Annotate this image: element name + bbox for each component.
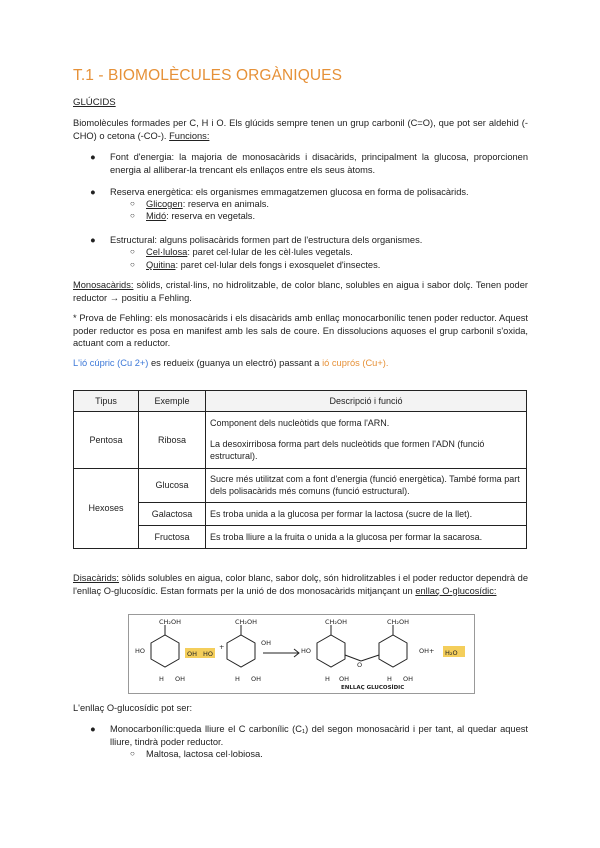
- svg-text:OH: OH: [175, 675, 186, 683]
- svg-text:H: H: [235, 675, 240, 683]
- svg-text:+: +: [429, 647, 435, 655]
- diagram-svg: [129, 615, 474, 693]
- svg-text:HO: HO: [301, 647, 312, 655]
- glucose-ring-1: [151, 635, 179, 667]
- svg-text:OH: OH: [403, 675, 414, 683]
- svg-text:+: +: [219, 643, 225, 651]
- svg-text:H: H: [325, 675, 330, 683]
- svg-text:OH: OH: [251, 675, 262, 683]
- table-header-row: [74, 391, 527, 412]
- glycosidic-bond-diagram: [128, 614, 475, 694]
- circle-bullet-icon: ○: [130, 749, 135, 758]
- fehling-paragraph: * Prova de Fehling: els monosacàrids i els disacàrids amb enllaç monocarbonílic tenen poder reductor. Aquest poder reductor es posa en manifest amb les sals de coure. En dissolucions aquoses el grup carbonil s'oxida, actuant com a reductor.: [73, 313, 528, 349]
- svg-text:H₂O: H₂O: [445, 649, 458, 657]
- svg-text:CH₂OH: CH₂OH: [325, 618, 348, 626]
- svg-text:H: H: [387, 675, 392, 683]
- document-page: T.1 - BIOMOLÈCULES ORGÀNIQUES GLÚCIDS Biomolècules formades per C, H i O. Els glúcids sempre tenen un grup carbonil (C=O), que pot ser aldehid (-CHO) o cetona (-CO-). Funcions: ● Font d'energia: la majoria de monosacàrids i disacàrids, principalment la glucosa, proporcionen energia al alliberar-la trencant els enllaços entre els seus àtoms. ● Reserva energètica: els organismes emmagatzemen glucosa en forma de polisacàrids. ○ Glicogen: reserva en animals. ○ Midó: reserva en vegetals. ● Estructural: alguns polisacàrids formen part de l'estructura dels organismes. ○ Cel·lulosa: paret cel·lular de les cèl·lules vegetals. ○ Quitina: paret cel·lular dels fongs i exosquelet d'insectes. Monosacàrids: sòlids, cristal·lins, no hidrolitzable, de color blanc, solubles en aigua i sabor dolç. Tenen poder reductor → positiu a Fehling. * Prova de Fehling: els monosacàrids i els disacàrids amb enllaç monocarbonílic tenen poder reductor. Aquest poder reductor es posa en manifest amb les sals de coure. En dissolucions aquoses el grup carbonil s'oxida, actuant com a reductor. L'ió cúpric (Cu 2+) es redueix (guanya un electró) passant a ió cuprós (Cu+). Tipus Exemple Descripció i funció Pentosa Ribosa Component dels nucleòtids que forma l'ARN. La desoxirribosa forma part dels nucleòtids que formen l'ADN (funció estructural). Hexoses Glucosa Sucre més utilitzat com a font d'energia (funció energètica). També forma part dels polisacàrids més comuns (funció estructural). Galactosa Es troba unida a la glucosa per formar la lactosa (sucre de la llet). Fructosa Es troba lliure a la fruita o unida a la glucosa per formar la sacarosa. Disacàrids: sòlids solubles en aigua, color blanc, sabor dolç, són hidrolitzables i el poder reductor dependrà de l'enllaç O-glucosídic. Estan formats per la unió de dos monosacàrids mitjançant un enllaç O-glucosídic: CH₂OH CH₂OH CH₂OH CH₂OH HO OH HO OH HO OH H OH H OH H OH H OH + H₂O + O ENLLAÇ GLUCOSÍDIC L'enllaç O-glucosídic pot ser: ● Monocarbonílic:queda lliure el C carbonílic (C₁) del segon monosacàrid i per tant, al quedar aquest lliure, tindrà poder reductor. ○ Maltosa, lactosa cel·lobiosa.: [73, 67, 528, 759]
- svg-text:H: H: [159, 675, 164, 683]
- enllac-paragraph: L'enllaç O-glucosídic pot ser:: [73, 703, 193, 713]
- column-header: Tipus: [74, 391, 139, 412]
- svg-text:ENLLAÇ GLUCOSÍDIC: ENLLAÇ GLUCOSÍDIC: [341, 685, 405, 691]
- bullet-icon: ●: [90, 724, 96, 734]
- page-title: T.1 - BIOMOLÈCULES ORGÀNIQUES: [73, 67, 343, 84]
- svg-text:CH₂OH: CH₂OH: [159, 618, 182, 626]
- svg-text:HO: HO: [203, 650, 214, 658]
- monosacarids-paragraph: Monosacàrids: sòlids, cristal·lins, no hidrolitzable, de color blanc, solubles en aigua i sabor dolç. Tenen poder reductor → positiu a Fehling.: [73, 280, 528, 303]
- svg-text:OH: OH: [419, 647, 430, 655]
- bullet-icon: ●: [90, 152, 96, 162]
- glucose-ring-2: [227, 635, 255, 667]
- circle-bullet-icon: ○: [130, 247, 135, 256]
- reaction-line: L'ió cúpric (Cu 2+) es redueix (guanya un electró) passant a ió cuprós (Cu+).: [73, 358, 389, 368]
- svg-text:OH: OH: [339, 675, 350, 683]
- svg-text:OH: OH: [187, 650, 198, 658]
- table-row: Fructosa Es troba lliure a la fruita o unida a la glucosa per formar la sacarosa.: [74, 525, 527, 548]
- column-header: Descripció i funció: [206, 391, 527, 412]
- table-row: Hexoses Glucosa Sucre més utilitzat com a font d'energia (funció energètica). També forma part dels polisacàrids més comuns (funció estructural).: [74, 468, 527, 502]
- svg-text:O: O: [357, 661, 363, 669]
- circle-bullet-icon: ○: [130, 260, 135, 269]
- column-header: Exemple: [139, 391, 206, 412]
- disacarids-paragraph: Disacàrids: sòlids solubles en aigua, color blanc, sabor dolç, són hidrolitzables i el poder reductor dependrà de l'enllaç O-glucosídic. Estan formats per la unió de dos monosacàrids mitjançant un enllaç O-glucosídic:: [73, 573, 528, 596]
- bullet-icon: ●: [90, 187, 96, 197]
- maltose-ring-2: [379, 635, 407, 667]
- monosaccharide-table: [73, 390, 527, 549]
- svg-text:OH: OH: [261, 639, 272, 647]
- maltose-ring-1: [317, 635, 345, 667]
- svg-text:CH₂OH: CH₂OH: [235, 618, 258, 626]
- section-heading: GLÚCIDS: [73, 97, 116, 108]
- circle-bullet-icon: ○: [130, 199, 135, 208]
- intro-paragraph: Biomolècules formades per C, H i O. Els glúcids sempre tenen un grup carbonil (C=O), que pot ser aldehid (-CHO) o cetona (-CO-). Funcions:: [73, 118, 528, 141]
- bullet-icon: ●: [90, 235, 96, 245]
- table-row: Pentosa Ribosa Component dels nucleòtids que forma l'ARN. La desoxirribosa forma part dels nucleòtids que formen l'ADN (funció estructural).: [74, 412, 527, 469]
- svg-text:HO: HO: [135, 647, 146, 655]
- svg-text:CH₂OH: CH₂OH: [387, 618, 410, 626]
- table-row: Galactosa Es troba unida a la glucosa per formar la lactosa (sucre de la llet).: [74, 502, 527, 525]
- funcions-label: Funcions:: [169, 130, 210, 141]
- circle-bullet-icon: ○: [130, 211, 135, 220]
